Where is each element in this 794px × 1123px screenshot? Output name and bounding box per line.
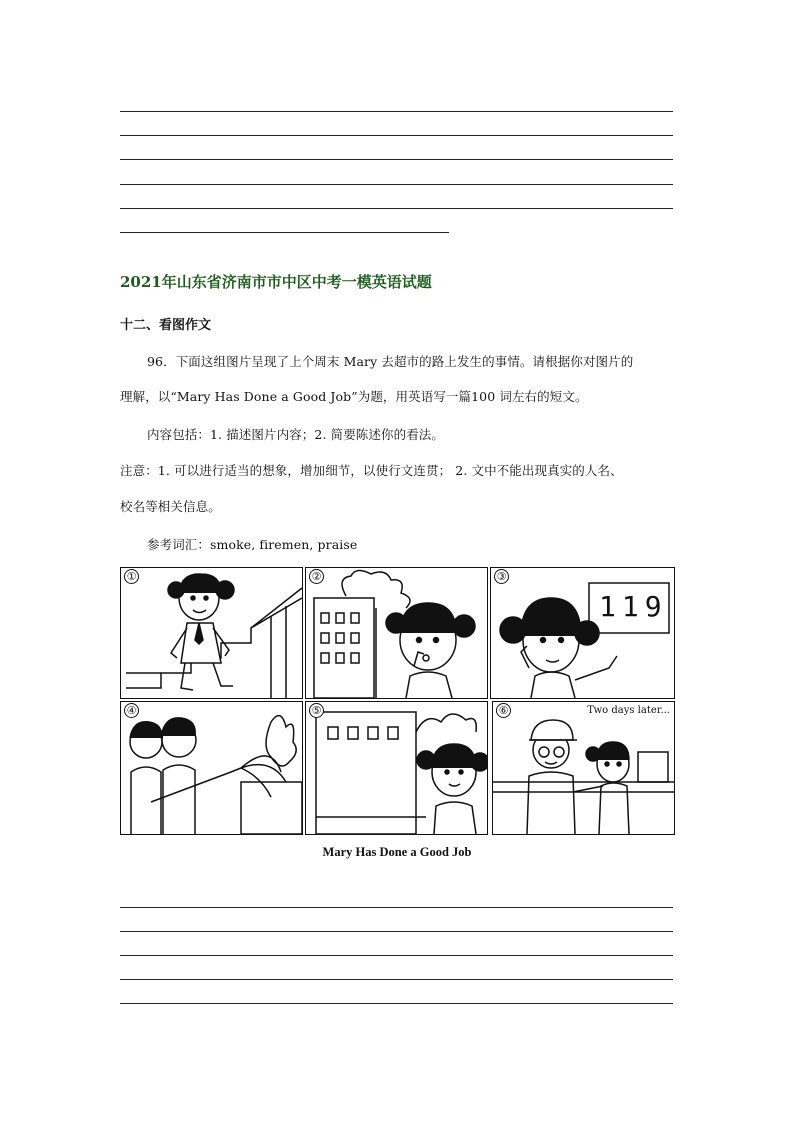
comic-panel-2 xyxy=(305,567,488,699)
comic-panel-6 xyxy=(492,701,675,835)
writing-line xyxy=(120,931,673,932)
comic-title: Mary Has Done a Good Job xyxy=(322,845,472,859)
question-text: 96．下面这组图片呈现了上个周末 Mary 去超市的路上发生的事情。请根据你对图片的 xyxy=(147,354,634,369)
writing-line xyxy=(120,208,673,209)
section-heading: 十二、看图作文 xyxy=(120,318,212,333)
note-text: 校名等相关信息。 xyxy=(120,499,221,514)
comic-panel-1 xyxy=(120,567,303,699)
writing-line xyxy=(120,135,673,136)
panel-number: ② xyxy=(309,569,324,584)
panel-number: ③ xyxy=(494,569,509,584)
content-requirement: 内容包括：1. 描述图片内容；2. 简要陈述你的看法。 xyxy=(147,427,445,442)
panel-number: ① xyxy=(124,569,139,584)
exam-title: 2021年山东省济南市市中区中考一模英语试题 xyxy=(120,273,432,291)
panel-number: ⑤ xyxy=(309,703,324,718)
note-text: 注意：1. 可以进行适当的想象，增加细节，以使行文连贯； 2. 文中不能出现真实的人名、 xyxy=(120,463,623,478)
writing-line xyxy=(120,232,449,233)
sign-119: 119 xyxy=(599,590,668,623)
comic-panel-3 xyxy=(490,567,675,699)
reference-words: 参考词汇：smoke, firemen, praise xyxy=(147,537,358,552)
panel-number: ④ xyxy=(124,703,139,718)
question-text: 理解，以“Mary Has Done a Good Job”为题，用英语写一篇100 词左右的短文。 xyxy=(120,389,588,404)
writing-line xyxy=(120,1003,673,1004)
comic-panel-5 xyxy=(305,701,488,835)
panel-number: ⑥ xyxy=(496,703,511,718)
comic-strip xyxy=(120,565,674,835)
comic-panel-4 xyxy=(120,701,303,835)
writing-line xyxy=(120,979,673,980)
panel-caption: Two days later... xyxy=(587,705,670,716)
writing-line xyxy=(120,907,673,908)
writing-line xyxy=(120,111,673,112)
writing-line xyxy=(120,159,673,160)
writing-line xyxy=(120,955,673,956)
writing-line xyxy=(120,184,673,185)
